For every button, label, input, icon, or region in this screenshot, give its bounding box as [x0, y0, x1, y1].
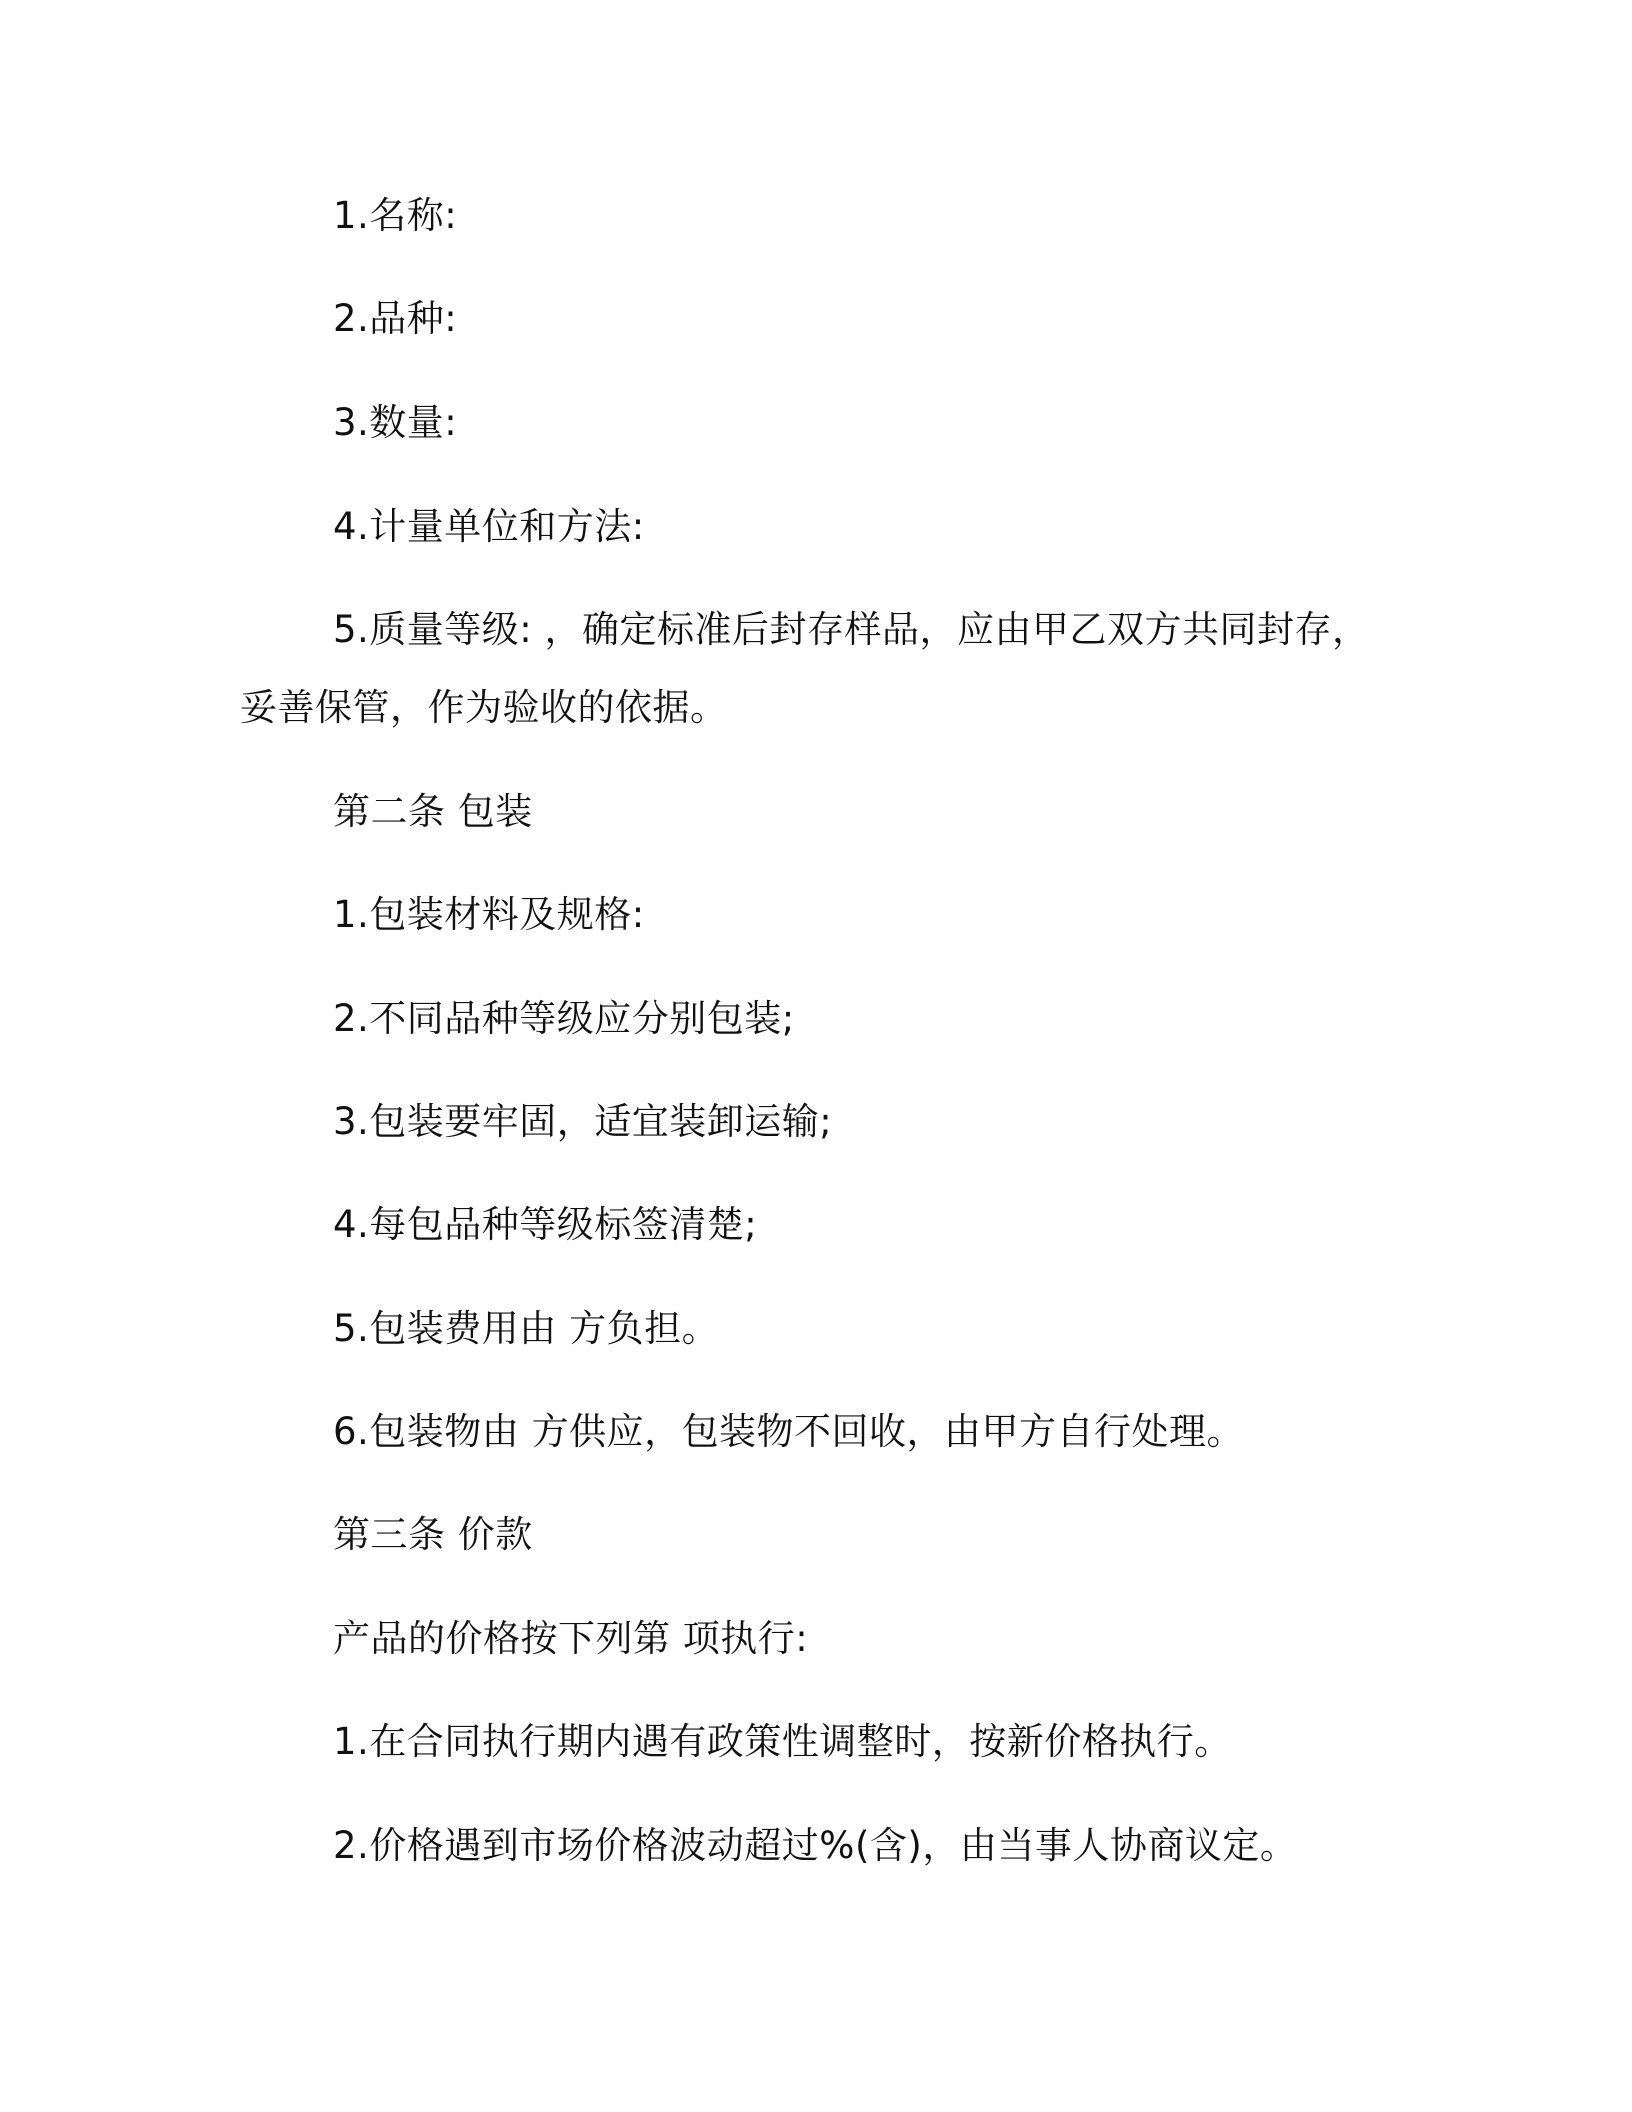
- article-2-item-4: 4.每包品种等级标签清楚;: [333, 1203, 758, 1246]
- article-2-item-6: 6.包装物由 方供应，包装物不回收，由甲方自行处理。: [333, 1410, 1245, 1453]
- article-2-item-3: 3.包装要牢固，适宜装卸运输;: [333, 1100, 833, 1143]
- article-1-item-4: 4.计量单位和方法:: [333, 505, 645, 548]
- article-3-item-2: 2.价格遇到市场价格波动超过%(含)，由当事人协商议定。: [333, 1824, 1298, 1867]
- article-1-item-5: 5.质量等级: ，确定标准后封存样品，应由甲乙双方共同封存，: [333, 608, 1370, 651]
- article-2-item-2: 2.不同品种等级应分别包装;: [333, 997, 795, 1040]
- article-1-item-1: 1.名称:: [333, 194, 458, 237]
- article-1-item-2: 2.品种:: [333, 297, 458, 340]
- article-3-item-1: 1.在合同执行期内遇有政策性调整时，按新价格执行。: [333, 1720, 1232, 1763]
- article-2-item-1: 1.包装材料及规格:: [333, 893, 645, 936]
- article-2-heading: 第二条 包装: [333, 790, 533, 833]
- article-3-intro: 产品的价格按下列第 项执行:: [333, 1617, 809, 1660]
- article-1-item-3: 3.数量:: [333, 401, 458, 444]
- article-2-item-5: 5.包装费用由 方负担。: [333, 1307, 720, 1350]
- article-3-heading: 第三条 价款: [333, 1513, 533, 1556]
- article-1-item-5-continued: 妥善保管，作为验收的依据。: [240, 686, 728, 729]
